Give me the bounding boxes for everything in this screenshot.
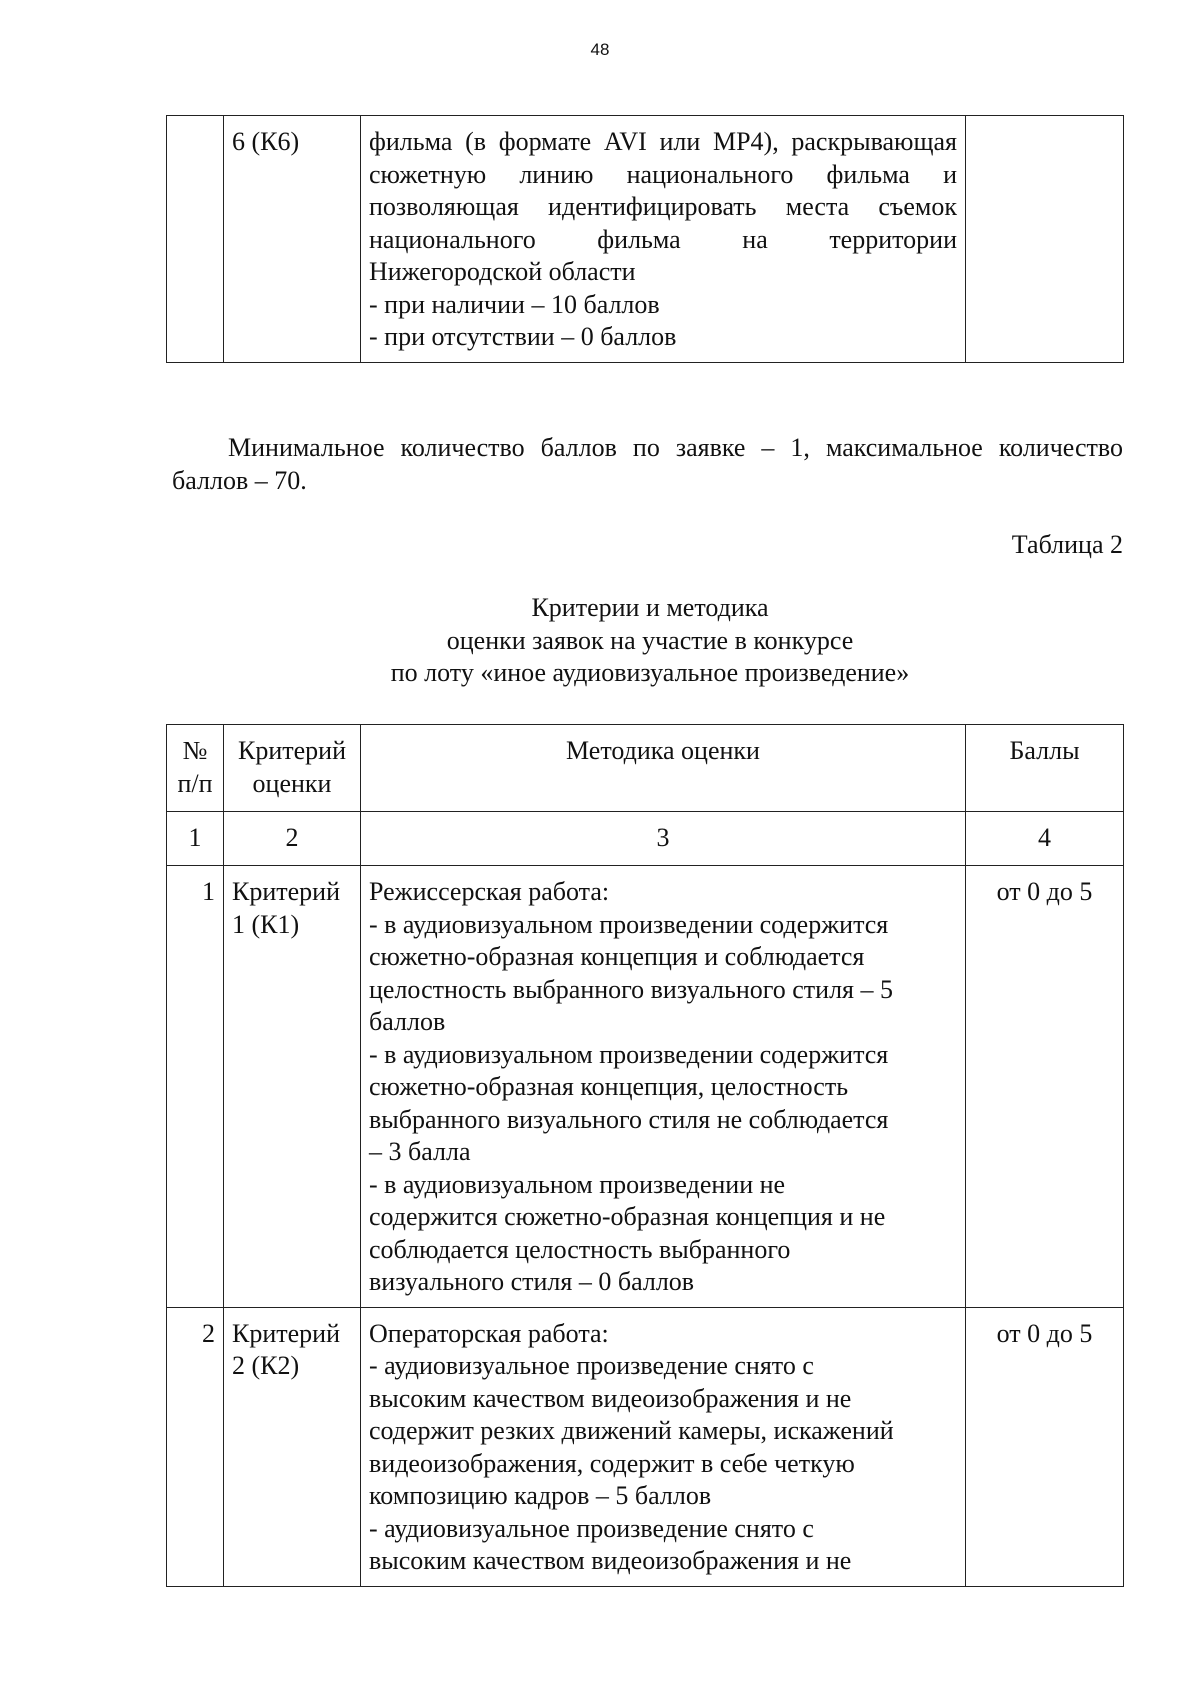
method-line: - в аудиовизуальном произведении не: [369, 1169, 786, 1199]
column-number-1: 1: [167, 812, 224, 866]
column-number-3: 3: [361, 812, 966, 866]
method-line: - в аудиовизуальном произведении содержится: [369, 1039, 889, 1069]
method-line: Операторская работа:: [369, 1318, 609, 1348]
column-number-2: 2: [224, 812, 361, 866]
score-range-paragraph: Минимальное количество баллов по заявке – 1, максимальное количество баллов – 70.: [172, 433, 1123, 495]
header-score: Баллы: [966, 725, 1124, 812]
score-cell: [966, 116, 1124, 363]
method-line: композицию кадров – 5 баллов: [369, 1481, 712, 1510]
table-label: Таблица 2: [1011, 530, 1123, 559]
method-line: целостность выбранного визуального стиля – 5: [369, 974, 894, 1004]
header-row: [167, 725, 1124, 812]
criterion-cell: 6 (К6): [224, 116, 361, 363]
header-criterion: Критерий оценки: [224, 725, 361, 812]
method-cell: [361, 1307, 966, 1586]
method-line: баллов: [369, 1007, 446, 1036]
method-line: сюжетно-образная концепция, целостность: [369, 1072, 849, 1101]
method-line: - в аудиовизуальном произведении содержится: [369, 909, 889, 939]
row-number-cell: [167, 116, 224, 363]
method-line: сюжетно-образная концепция и соблюдается: [369, 942, 865, 971]
page-number: 48: [590, 40, 610, 59]
criterion-cell: Критерий 1 (К1): [224, 866, 361, 1308]
criterion-cell: Критерий 2 (К2): [224, 1307, 361, 1586]
method-line: визуального стиля – 0 баллов: [369, 1267, 695, 1296]
criteria-table: [166, 724, 1124, 1587]
method-line: содержит резких движений камеры, искажений: [369, 1416, 894, 1445]
method-line: выбранного визуального стиля не соблюдается: [369, 1104, 889, 1134]
method-line: - аудиовизуальное произведение снято с: [369, 1513, 814, 1543]
method-line: высоким качеством видеоизображения и не: [369, 1546, 852, 1575]
method-line: - аудиовизуальное произведение снято с: [369, 1351, 814, 1380]
table-title: [0, 592, 1200, 690]
method-line: Режиссерская работа:: [369, 877, 610, 906]
method-line: – 3 балла: [369, 1137, 471, 1166]
method-line-absent: - при отсутствии – 0 баллов: [369, 322, 677, 351]
score-cell: от 0 до 5: [966, 866, 1124, 1308]
method-cell: [361, 116, 966, 363]
title-line-1: Критерии и методика: [531, 593, 769, 622]
method-line: высоким качеством видеоизображения и не: [369, 1383, 852, 1413]
title-line-2: оценки заявок на участие в конкурсе: [446, 625, 854, 655]
method-cell: [361, 866, 966, 1308]
table-row: [167, 1307, 1124, 1586]
title-line-3: по лоту «иное аудиовизуальное произведение»: [390, 658, 910, 687]
table-row: [167, 866, 1124, 1308]
column-number-row: [167, 812, 1124, 866]
method-line: видеоизображения, содержит в себе четкую: [369, 1448, 855, 1478]
method-line: соблюдается целостность выбранного: [369, 1234, 791, 1264]
score-cell: от 0 до 5: [966, 1307, 1124, 1586]
method-line: содержится сюжетно-образная концепция и не: [369, 1202, 886, 1231]
column-number-4: 4: [966, 812, 1124, 866]
row-number-cell: 2: [167, 1307, 224, 1586]
criteria-table-continued: [166, 115, 1124, 363]
header-method: Методика оценки: [361, 725, 966, 812]
header-number: № п/п: [167, 725, 224, 812]
row-number-cell: 1: [167, 866, 224, 1308]
method-text: фильма (в формате AVI или MP4), раскрывающая сюжетную линию национального фильма и позволяющая идентифицировать места съемок национального фильма на территории Нижегородской области: [369, 127, 957, 286]
table-row: [167, 116, 1124, 363]
method-line-present: - при наличии – 10 баллов: [369, 289, 660, 319]
